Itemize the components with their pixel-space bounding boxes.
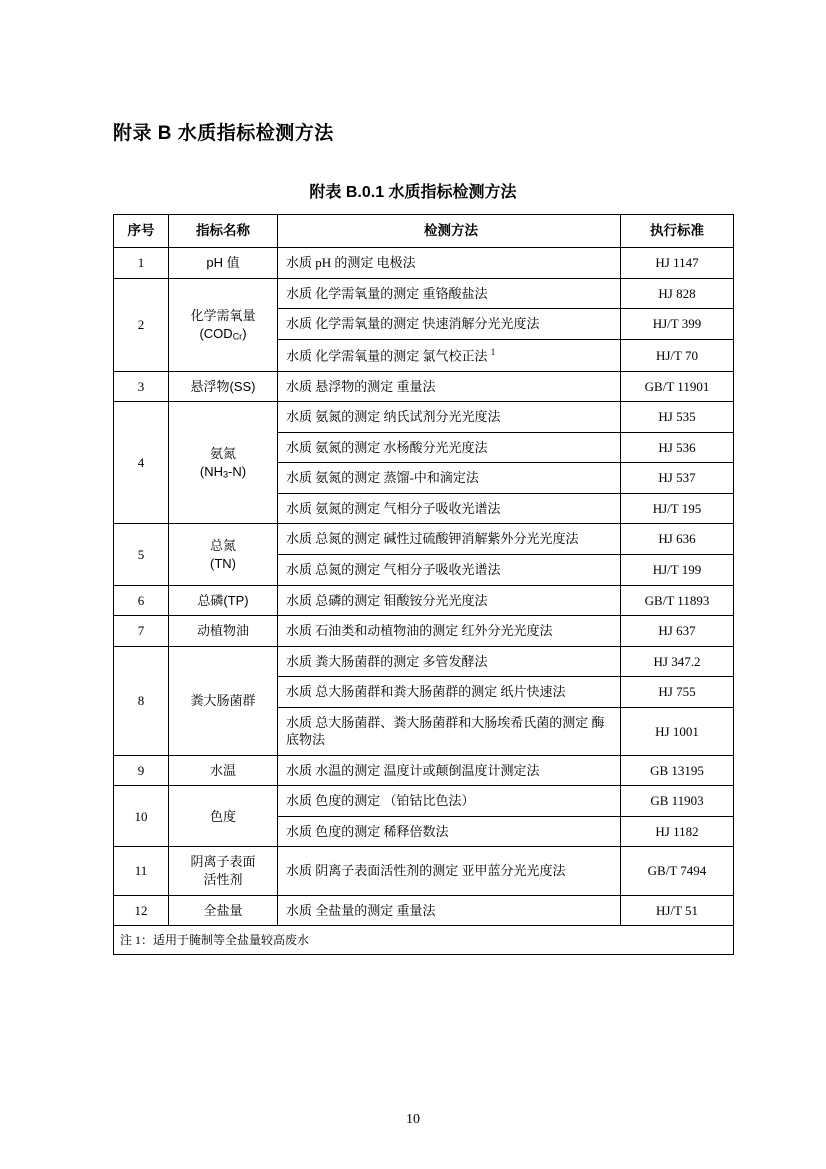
- page-number: 10: [406, 1112, 420, 1127]
- table-row: [114, 278, 734, 309]
- column-header-method: 检测方法: [278, 215, 621, 248]
- cell-method: 水质 化学需氧量的测定 重铬酸盐法: [278, 278, 621, 309]
- cell-standard: HJ 1182: [621, 816, 734, 847]
- indicator-name-line1: 总氮: [209, 537, 236, 553]
- cell-method: 水质 化学需氧量的测定 快速消解分光光度法: [278, 309, 621, 340]
- indicator-name-line1: 动植物油: [196, 623, 249, 639]
- cell-method: 水质 水温的测定 温度计或颠倒温度计测定法: [278, 755, 621, 786]
- cell-method: 水质 化学需氧量的测定 氯气校正法 $^1$: [278, 339, 621, 371]
- cell-no: 4: [114, 402, 169, 524]
- cell-indicator-name: [169, 755, 278, 786]
- table-note-row: [114, 926, 734, 955]
- cell-no: 8: [114, 646, 169, 755]
- table-header-row: [114, 215, 734, 248]
- cell-method: 水质 粪大肠菌群的测定 多管发酵法: [278, 646, 621, 677]
- indicator-name-line1: 色度: [209, 808, 236, 824]
- cell-method: 水质 氨氮的测定 气相分子吸收光谱法: [278, 493, 621, 524]
- cell-no: 10: [114, 786, 169, 847]
- table-row: [114, 895, 734, 926]
- page-content: [113, 118, 713, 955]
- cell-standard: GB 13195: [621, 755, 734, 786]
- cell-method: 水质 总磷的测定 钼酸铵分光光度法: [278, 585, 621, 616]
- table-row: [114, 786, 734, 817]
- cell-indicator-name: [169, 278, 278, 371]
- cell-no: 7: [114, 616, 169, 647]
- cell-indicator-name: [169, 402, 278, 524]
- cell-standard: GB 11903: [621, 786, 734, 817]
- indicator-name-line1: 氨氮: [209, 446, 236, 462]
- cell-standard: HJ 347.2: [621, 646, 734, 677]
- table-row: [114, 402, 734, 433]
- indicator-name-line1: 阴离子表面: [190, 854, 256, 870]
- cell-no: 3: [114, 371, 169, 402]
- indicator-name-line2: (NH3-N): [199, 463, 247, 480]
- cell-method: 水质 氨氮的测定 蒸馏-中和滴定法: [278, 463, 621, 494]
- indicator-name-line1: 粪大肠菌群: [190, 692, 256, 708]
- cell-indicator-name: [169, 847, 278, 895]
- cell-standard: HJ 755: [621, 677, 734, 708]
- table-row: [114, 646, 734, 677]
- cell-no: 5: [114, 524, 169, 585]
- cell-standard: HJ/T 195: [621, 493, 734, 524]
- indicator-name-line1: 悬浮物(SS): [190, 378, 256, 394]
- cell-method: 水质 氨氮的测定 纳氏试剂分光光度法: [278, 402, 621, 433]
- table-row: [114, 371, 734, 402]
- cell-method: 水质 pH 的测定 电极法: [278, 248, 621, 279]
- cell-method: 水质 石油类和动植物油的测定 红外分光光度法: [278, 616, 621, 647]
- cell-indicator-name: [169, 524, 278, 585]
- cell-standard: HJ/T 70: [621, 339, 734, 371]
- cell-method: 水质 总氮的测定 碱性过硫酸钾消解紫外分光光度法: [278, 524, 621, 555]
- cell-indicator-name: [169, 248, 278, 279]
- cell-method: 水质 总氮的测定 气相分子吸收光谱法: [278, 555, 621, 586]
- cell-method: 水质 色度的测定 （铂钴比色法）: [278, 786, 621, 817]
- column-header-standard: 执行标准: [621, 215, 734, 248]
- table-note: 注 1：适用于腌制等全盐量较高废水: [114, 926, 734, 955]
- cell-no: 11: [114, 847, 169, 895]
- table-row: [114, 585, 734, 616]
- cell-indicator-name: [169, 585, 278, 616]
- indicator-name-line2: 活性剂: [203, 872, 243, 888]
- cell-no: 6: [114, 585, 169, 616]
- cell-standard: HJ/T 199: [621, 555, 734, 586]
- indicator-name-line1: 水温: [209, 762, 236, 778]
- cell-no: 2: [114, 278, 169, 371]
- cell-standard: HJ 535: [621, 402, 734, 433]
- cell-no: 9: [114, 755, 169, 786]
- table-row: [114, 524, 734, 555]
- indicator-name-line1: pH 值: [206, 255, 240, 271]
- cell-indicator-name: [169, 786, 278, 847]
- cell-indicator-name: [169, 646, 278, 755]
- water-quality-method-table: [113, 214, 734, 955]
- cell-standard: GB/T 11893: [621, 585, 734, 616]
- indicator-name-line2: (CODCr): [199, 325, 247, 342]
- table-row: [114, 616, 734, 647]
- table-caption: 附表 B.0.1 水质指标检测方法: [309, 184, 517, 201]
- cell-standard: HJ 636: [621, 524, 734, 555]
- cell-no: 1: [114, 248, 169, 279]
- cell-method: 水质 总大肠菌群和粪大肠菌群的测定 纸片快速法: [278, 677, 621, 708]
- cell-no: 12: [114, 895, 169, 926]
- indicator-name-line1: 总磷(TP): [197, 592, 249, 608]
- cell-method: 水质 阴离子表面活性剂的测定 亚甲蓝分光光度法: [278, 847, 621, 895]
- cell-method: 水质 悬浮物的测定 重量法: [278, 371, 621, 402]
- cell-standard: GB/T 11901: [621, 371, 734, 402]
- cell-method: 水质 色度的测定 稀释倍数法: [278, 816, 621, 847]
- cell-standard: HJ 1001: [621, 707, 734, 755]
- cell-standard: HJ 828: [621, 278, 734, 309]
- cell-method: 水质 氨氮的测定 水杨酸分光光度法: [278, 432, 621, 463]
- table-head: [114, 215, 734, 248]
- cell-method: 水质 全盐量的测定 重量法: [278, 895, 621, 926]
- cell-standard: HJ/T 399: [621, 309, 734, 340]
- table-row: [114, 755, 734, 786]
- cell-method: 水质 总大肠菌群、粪大肠菌群和大肠埃希氏菌的测定 酶底物法: [278, 707, 621, 755]
- cell-standard: HJ 537: [621, 463, 734, 494]
- indicator-name-line1: 全盐量: [203, 902, 243, 918]
- table-row: [114, 847, 734, 895]
- table-body: [114, 248, 734, 955]
- cell-indicator-name: [169, 371, 278, 402]
- cell-indicator-name: [169, 616, 278, 647]
- column-header-name: 指标名称: [169, 215, 278, 248]
- cell-standard: HJ 1147: [621, 248, 734, 279]
- column-header-no: 序号: [114, 215, 169, 248]
- indicator-name-line2: (TN): [210, 555, 236, 571]
- appendix-title: 附录 B 水质指标检测方法: [113, 123, 334, 144]
- cell-standard: HJ/T 51: [621, 895, 734, 926]
- indicator-name-line1: 化学需氧量: [190, 308, 256, 324]
- cell-standard: GB/T 7494: [621, 847, 734, 895]
- cell-standard: HJ 536: [621, 432, 734, 463]
- table-row: [114, 248, 734, 279]
- cell-indicator-name: [169, 895, 278, 926]
- cell-standard: HJ 637: [621, 616, 734, 647]
